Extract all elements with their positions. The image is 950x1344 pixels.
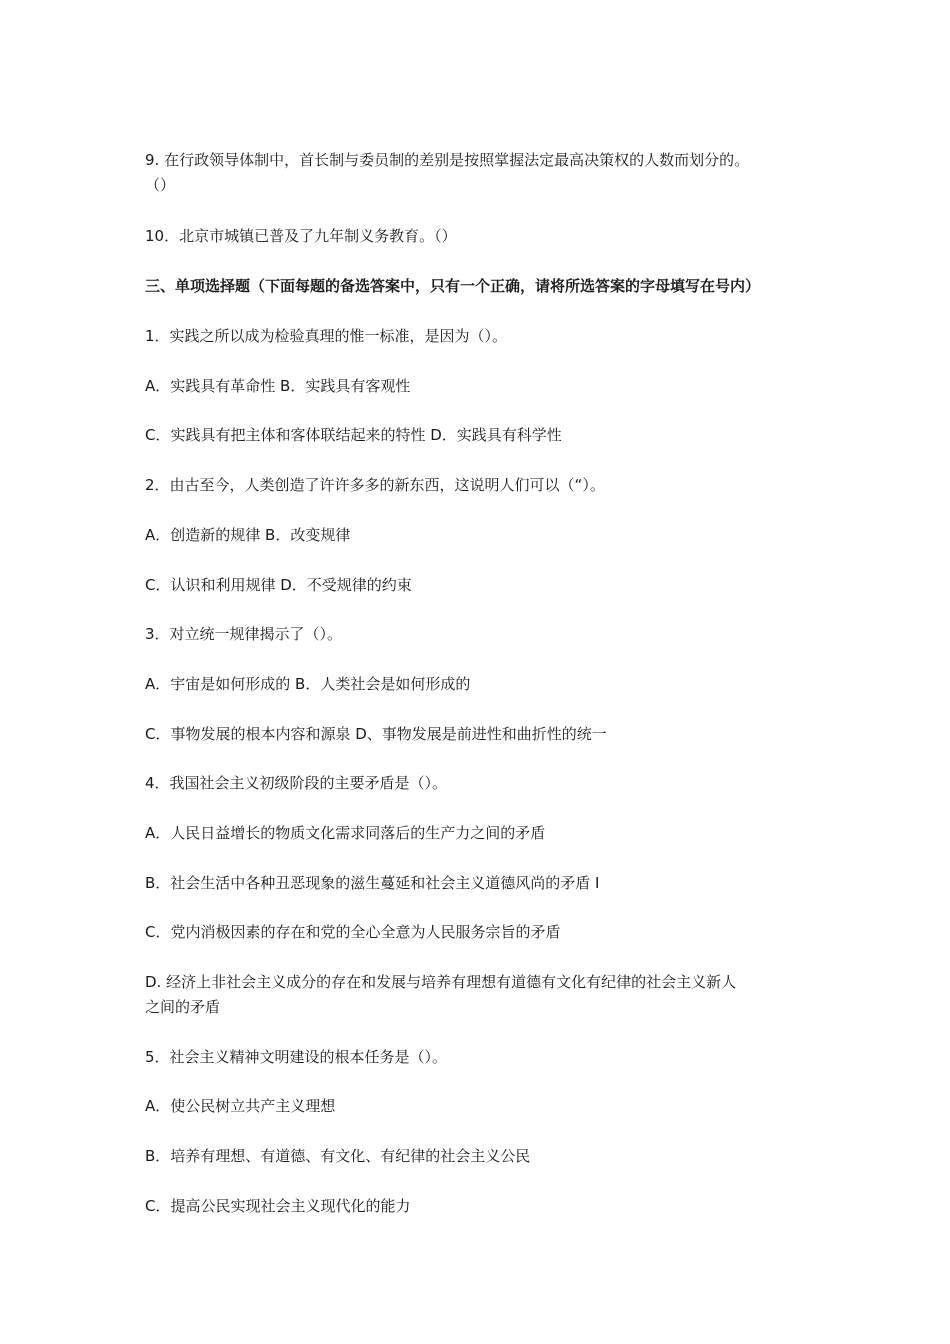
- question-4-stem: 4．我国社会主义初级阶段的主要矛盾是（）。: [145, 774, 448, 792]
- question-1-option-cd: C．实践具有把主体和客体联结起来的特性 D．实践具有科学性: [145, 426, 562, 444]
- question-5-option-c: C．提高公民实现社会主义现代化的能力: [145, 1197, 411, 1215]
- question-2-stem: 2．由古至今，人类创造了许许多多的新东西，这说明人们可以（“）。: [145, 476, 605, 494]
- question-2-option-ab: A．创造新的规律 B．改变规律: [145, 526, 351, 544]
- question-4-option-a: A．人民日益增长的物质文化需求同落后的生产力之间的矛盾: [145, 824, 546, 842]
- question-9-line-1: 9. 在行政领导体制中，首长制与委员制的差别是按照掌握法定最高决策权的人数而划分的。: [145, 151, 750, 169]
- question-4-option-d: [145, 970, 736, 1020]
- question-1-stem: 1．实践之所以成为检验真理的惟一标准，是因为（）。: [145, 327, 508, 345]
- section-heading: 三、单项选择题（下面每题的备选答案中，只有一个正确，请将所选答案的字母填写在号内）: [145, 277, 761, 295]
- question-9-line-2: （）: [145, 176, 176, 194]
- question-5-stem: 5．社会主义精神文明建设的根本任务是（）。: [145, 1048, 448, 1066]
- question-4-option-d-line-2: 之间的矛盾: [145, 998, 221, 1016]
- question-3-stem: 3．对立统一规律揭示了（）。: [145, 625, 343, 643]
- question-1-option-ab: A．实践具有革命性 B．实践具有客观性: [145, 377, 411, 395]
- question-4-option-d-line-1: D. 经济上非社会主义成分的存在和发展与培养有理想有道德有文化有纪律的社会主义新人: [145, 973, 737, 991]
- question-3-option-cd: C．事物发展的根本内容和源泉 D、事物发展是前进性和曲折性的统一: [145, 725, 607, 743]
- question-2-option-cd: C．认识和利用规律 D．不受规律的约束: [145, 576, 412, 594]
- question-5-option-a: A．使公民树立共产主义理想: [145, 1097, 336, 1115]
- judgement-question-9: [145, 148, 749, 198]
- question-3-option-ab: A．宇宙是如何形成的 B．人类社会是如何形成的: [145, 675, 471, 693]
- judgement-question-10: 10．北京市城镇已普及了九年制义务教育。（）: [145, 227, 457, 245]
- question-4-option-b: B．社会生活中各种丑恶现象的滋生蔓延和社会主义道德风尚的矛盾 I: [145, 874, 600, 892]
- question-5-option-b: B．培养有理想、有道德、有文化、有纪律的社会主义公民: [145, 1147, 531, 1165]
- question-4-option-c: C．党内消极因素的存在和党的全心全意为人民服务宗旨的矛盾: [145, 923, 561, 941]
